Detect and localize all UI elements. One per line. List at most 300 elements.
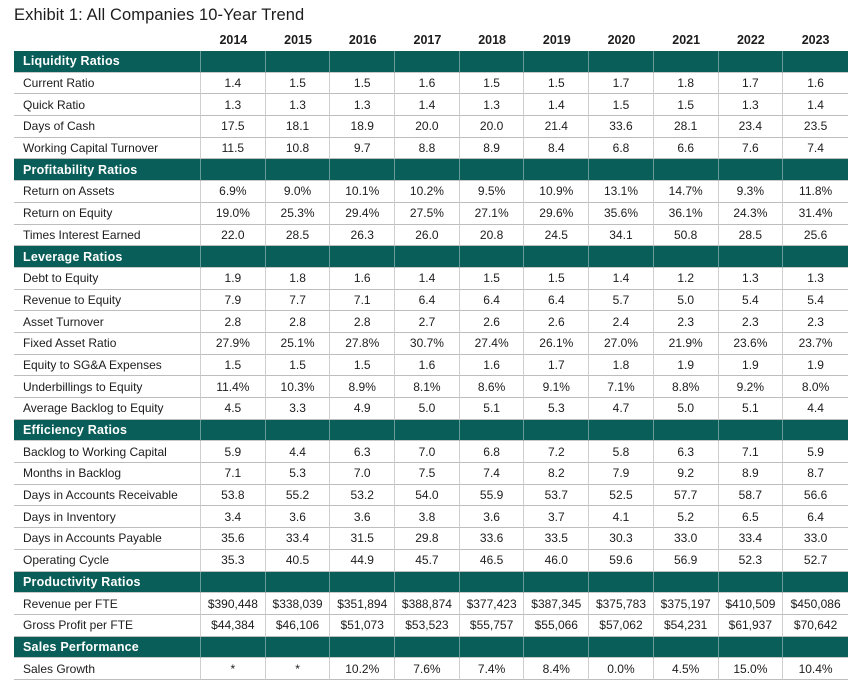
value-cell: 0.0% xyxy=(589,658,654,680)
table-row xyxy=(14,441,848,463)
value-cell: 20.8 xyxy=(460,225,525,247)
value-cell: 3.6 xyxy=(460,506,525,528)
section-header-row xyxy=(14,159,848,181)
value-cell: 2.3 xyxy=(783,311,848,333)
section-header-filler xyxy=(654,246,719,268)
year-header-cell: 2020 xyxy=(589,29,654,51)
value-cell: 7.4 xyxy=(783,138,848,160)
table-row xyxy=(14,333,848,355)
value-cell: 56.6 xyxy=(783,485,848,507)
row-label: Return on Equity xyxy=(14,203,201,225)
section-header-filler xyxy=(395,246,460,268)
section-header-filler xyxy=(201,51,266,73)
section-header-filler xyxy=(330,572,395,594)
table-row xyxy=(14,398,848,420)
row-label: Gross Profit per FTE xyxy=(14,615,201,637)
table-row xyxy=(14,550,848,572)
value-cell: 21.9% xyxy=(654,333,719,355)
value-cell: 7.0 xyxy=(330,463,395,485)
value-cell: 7.4% xyxy=(460,658,525,680)
table-row xyxy=(14,73,848,95)
section-header-filler xyxy=(524,637,589,659)
value-cell: 8.1% xyxy=(395,376,460,398)
value-cell: 53.2 xyxy=(330,485,395,507)
section-header-row xyxy=(14,51,848,73)
section-header-filler xyxy=(460,51,525,73)
value-cell: 23.6% xyxy=(719,333,784,355)
value-cell: 35.3 xyxy=(201,550,266,572)
value-cell: 25.3% xyxy=(266,203,331,225)
table-row xyxy=(14,463,848,485)
section-header-filler xyxy=(654,51,719,73)
value-cell: 23.4 xyxy=(719,116,784,138)
value-cell: 20.0 xyxy=(395,116,460,138)
section-header-filler xyxy=(783,159,848,181)
value-cell: 5.4 xyxy=(719,290,784,312)
value-cell: 2.3 xyxy=(719,311,784,333)
value-cell: 1.4 xyxy=(589,268,654,290)
table-row xyxy=(14,376,848,398)
value-cell: 33.6 xyxy=(460,528,525,550)
section-header-filler xyxy=(783,420,848,442)
value-cell: 9.0% xyxy=(266,181,331,203)
value-cell: 7.9 xyxy=(589,463,654,485)
table-row xyxy=(14,355,848,377)
value-cell: 33.4 xyxy=(266,528,331,550)
value-cell: 1.4 xyxy=(395,94,460,116)
value-cell: 5.0 xyxy=(654,398,719,420)
section-header-filler xyxy=(460,246,525,268)
value-cell: 28.1 xyxy=(654,116,719,138)
value-cell: 10.4% xyxy=(783,658,848,680)
value-cell: 1.8 xyxy=(266,268,331,290)
value-cell: 18.1 xyxy=(266,116,331,138)
value-cell: 1.7 xyxy=(524,355,589,377)
section-header-filler xyxy=(654,637,719,659)
row-label: Return on Assets xyxy=(14,181,201,203)
value-cell: 1.4 xyxy=(783,94,848,116)
value-cell: 2.8 xyxy=(201,311,266,333)
value-cell: $61,937 xyxy=(719,615,784,637)
value-cell: 1.5 xyxy=(330,355,395,377)
value-cell: $375,197 xyxy=(654,593,719,615)
value-cell: 33.0 xyxy=(783,528,848,550)
value-cell: 1.5 xyxy=(460,73,525,95)
value-cell: 15.0% xyxy=(719,658,784,680)
table-row xyxy=(14,528,848,550)
section-header-filler xyxy=(395,637,460,659)
section-header-filler xyxy=(589,51,654,73)
value-cell: 8.8% xyxy=(654,376,719,398)
section-header-row xyxy=(14,572,848,594)
section-header-filler xyxy=(201,637,266,659)
value-cell: 4.4 xyxy=(266,441,331,463)
value-cell: 6.8 xyxy=(460,441,525,463)
value-cell: 5.1 xyxy=(460,398,525,420)
section-header-filler xyxy=(589,246,654,268)
section-header-filler xyxy=(395,51,460,73)
table-row xyxy=(14,506,848,528)
table-row xyxy=(14,181,848,203)
section-header-filler xyxy=(395,159,460,181)
value-cell: $55,066 xyxy=(524,615,589,637)
value-cell: 11.4% xyxy=(201,376,266,398)
row-label: Backlog to Working Capital xyxy=(14,441,201,463)
row-label: Revenue to Equity xyxy=(14,290,201,312)
section-header-filler xyxy=(201,420,266,442)
section-header-filler xyxy=(201,159,266,181)
year-header-cell: 2021 xyxy=(654,29,719,51)
value-cell: 26.0 xyxy=(395,225,460,247)
value-cell: 6.5 xyxy=(719,506,784,528)
value-cell: 45.7 xyxy=(395,550,460,572)
value-cell: 34.1 xyxy=(589,225,654,247)
row-label: Days of Cash xyxy=(14,116,201,138)
value-cell: 40.5 xyxy=(266,550,331,572)
value-cell: 5.1 xyxy=(719,398,784,420)
value-cell: 7.4 xyxy=(460,463,525,485)
section-header-filler xyxy=(266,572,331,594)
value-cell: 27.8% xyxy=(330,333,395,355)
year-header-cell: 2016 xyxy=(330,29,395,51)
section-header-filler xyxy=(719,637,784,659)
section-header-filler xyxy=(330,51,395,73)
value-cell: $55,757 xyxy=(460,615,525,637)
value-cell: 30.7% xyxy=(395,333,460,355)
year-header-spacer xyxy=(14,29,201,51)
value-cell: 3.4 xyxy=(201,506,266,528)
section-header-row xyxy=(14,420,848,442)
value-cell: 24.5 xyxy=(524,225,589,247)
value-cell: 28.5 xyxy=(266,225,331,247)
value-cell: 1.5 xyxy=(201,355,266,377)
value-cell: 26.3 xyxy=(330,225,395,247)
value-cell: 8.6% xyxy=(460,376,525,398)
section-header-filler xyxy=(783,572,848,594)
value-cell: 52.3 xyxy=(719,550,784,572)
value-cell: 54.0 xyxy=(395,485,460,507)
value-cell: 4.4 xyxy=(783,398,848,420)
value-cell: 1.6 xyxy=(330,268,395,290)
table-row xyxy=(14,94,848,116)
value-cell: 33.5 xyxy=(524,528,589,550)
value-cell: 8.0% xyxy=(783,376,848,398)
row-label: Average Backlog to Equity xyxy=(14,398,201,420)
year-header-cell: 2014 xyxy=(201,29,266,51)
section-header-filler xyxy=(524,420,589,442)
value-cell: 7.5 xyxy=(395,463,460,485)
section-header-filler xyxy=(395,572,460,594)
value-cell: 53.7 xyxy=(524,485,589,507)
section-header-filler xyxy=(330,637,395,659)
value-cell: 1.9 xyxy=(783,355,848,377)
value-cell: 6.4 xyxy=(460,290,525,312)
value-cell: 17.5 xyxy=(201,116,266,138)
value-cell: 46.0 xyxy=(524,550,589,572)
value-cell: 46.5 xyxy=(460,550,525,572)
section-header-filler xyxy=(783,51,848,73)
section-header-filler xyxy=(719,420,784,442)
value-cell: 1.7 xyxy=(719,73,784,95)
value-cell: 1.5 xyxy=(654,94,719,116)
row-label: Operating Cycle xyxy=(14,550,201,572)
value-cell: 27.4% xyxy=(460,333,525,355)
value-cell: 5.0 xyxy=(654,290,719,312)
value-cell: 59.6 xyxy=(589,550,654,572)
value-cell: 25.6 xyxy=(783,225,848,247)
value-cell: 33.4 xyxy=(719,528,784,550)
value-cell: 10.8 xyxy=(266,138,331,160)
value-cell: 35.6% xyxy=(589,203,654,225)
value-cell: 1.6 xyxy=(395,73,460,95)
value-cell: 27.5% xyxy=(395,203,460,225)
row-label: Underbillings to Equity xyxy=(14,376,201,398)
table-row xyxy=(14,225,848,247)
value-cell: 25.1% xyxy=(266,333,331,355)
value-cell: 7.6% xyxy=(395,658,460,680)
value-cell: 6.3 xyxy=(654,441,719,463)
value-cell: 7.1 xyxy=(719,441,784,463)
year-header-cell: 2022 xyxy=(719,29,784,51)
row-label: Asset Turnover xyxy=(14,311,201,333)
section-header-filler xyxy=(460,572,525,594)
trend-table-body xyxy=(14,29,848,680)
table-row xyxy=(14,268,848,290)
value-cell: 2.7 xyxy=(395,311,460,333)
value-cell: 10.2% xyxy=(330,658,395,680)
value-cell: 6.8 xyxy=(589,138,654,160)
value-cell: 53.8 xyxy=(201,485,266,507)
value-cell: 8.4% xyxy=(524,658,589,680)
value-cell: 3.6 xyxy=(266,506,331,528)
value-cell: 1.3 xyxy=(201,94,266,116)
value-cell: 1.3 xyxy=(719,94,784,116)
value-cell: 5.9 xyxy=(201,441,266,463)
year-header-cell: 2018 xyxy=(460,29,525,51)
year-header-row xyxy=(14,29,848,51)
value-cell: 19.0% xyxy=(201,203,266,225)
section-header-filler xyxy=(460,637,525,659)
section-header-filler xyxy=(719,246,784,268)
value-cell: 6.9% xyxy=(201,181,266,203)
row-label: Times Interest Earned xyxy=(14,225,201,247)
value-cell: 7.1% xyxy=(589,376,654,398)
value-cell: 7.2 xyxy=(524,441,589,463)
value-cell: 2.8 xyxy=(266,311,331,333)
value-cell: 4.9 xyxy=(330,398,395,420)
value-cell: 1.9 xyxy=(719,355,784,377)
value-cell: 1.3 xyxy=(719,268,784,290)
section-header-filler xyxy=(460,420,525,442)
section-header-row xyxy=(14,637,848,659)
value-cell: 31.5 xyxy=(330,528,395,550)
value-cell: 57.7 xyxy=(654,485,719,507)
value-cell: $44,384 xyxy=(201,615,266,637)
section-header-filler xyxy=(589,420,654,442)
table-row xyxy=(14,290,848,312)
value-cell: 30.3 xyxy=(589,528,654,550)
value-cell: 6.3 xyxy=(330,441,395,463)
table-row xyxy=(14,116,848,138)
value-cell: $450,086 xyxy=(783,593,848,615)
value-cell: 6.4 xyxy=(524,290,589,312)
value-cell: 3.7 xyxy=(524,506,589,528)
table-row xyxy=(14,658,848,680)
section-header-filler xyxy=(719,159,784,181)
row-label: Sales Growth xyxy=(14,658,201,680)
value-cell: 33.6 xyxy=(589,116,654,138)
value-cell: 1.6 xyxy=(395,355,460,377)
value-cell: $54,231 xyxy=(654,615,719,637)
value-cell: 5.9 xyxy=(783,441,848,463)
section-header-filler xyxy=(201,246,266,268)
value-cell: 33.0 xyxy=(654,528,719,550)
value-cell: $338,039 xyxy=(266,593,331,615)
section-header-label: Sales Performance xyxy=(14,637,201,659)
value-cell: 23.5 xyxy=(783,116,848,138)
section-header-filler xyxy=(330,246,395,268)
value-cell: 1.5 xyxy=(266,73,331,95)
value-cell: $388,874 xyxy=(395,593,460,615)
row-label: Fixed Asset Ratio xyxy=(14,333,201,355)
section-header-filler xyxy=(589,637,654,659)
section-header-filler xyxy=(266,637,331,659)
value-cell: 1.5 xyxy=(524,268,589,290)
value-cell: 7.6 xyxy=(719,138,784,160)
value-cell: 2.6 xyxy=(460,311,525,333)
value-cell: 11.5 xyxy=(201,138,266,160)
value-cell: $375,783 xyxy=(589,593,654,615)
value-cell: $351,894 xyxy=(330,593,395,615)
value-cell: 1.3 xyxy=(266,94,331,116)
value-cell: * xyxy=(201,658,266,680)
value-cell: 8.2 xyxy=(524,463,589,485)
value-cell: 20.0 xyxy=(460,116,525,138)
value-cell: 52.5 xyxy=(589,485,654,507)
row-label: Days in Accounts Receivable xyxy=(14,485,201,507)
table-row xyxy=(14,485,848,507)
value-cell: 8.8 xyxy=(395,138,460,160)
value-cell: 27.1% xyxy=(460,203,525,225)
value-cell: 10.3% xyxy=(266,376,331,398)
value-cell: 27.9% xyxy=(201,333,266,355)
table-row xyxy=(14,138,848,160)
value-cell: $70,642 xyxy=(783,615,848,637)
value-cell: 10.2% xyxy=(395,181,460,203)
value-cell: $410,509 xyxy=(719,593,784,615)
table-row xyxy=(14,593,848,615)
value-cell: 29.4% xyxy=(330,203,395,225)
value-cell: 1.6 xyxy=(783,73,848,95)
value-cell: 1.3 xyxy=(330,94,395,116)
section-header-filler xyxy=(330,420,395,442)
value-cell: 5.0 xyxy=(395,398,460,420)
value-cell: 5.2 xyxy=(654,506,719,528)
value-cell: 1.8 xyxy=(654,73,719,95)
value-cell: 26.1% xyxy=(524,333,589,355)
value-cell: 50.8 xyxy=(654,225,719,247)
section-header-filler xyxy=(395,420,460,442)
value-cell: 5.3 xyxy=(266,463,331,485)
value-cell: 22.0 xyxy=(201,225,266,247)
section-header-filler xyxy=(719,51,784,73)
section-header-filler xyxy=(266,159,331,181)
section-header-filler xyxy=(783,637,848,659)
value-cell: 8.4 xyxy=(524,138,589,160)
value-cell: 31.4% xyxy=(783,203,848,225)
year-header-cell: 2023 xyxy=(783,29,848,51)
value-cell: 1.4 xyxy=(201,73,266,95)
value-cell: 1.2 xyxy=(654,268,719,290)
table-row xyxy=(14,311,848,333)
value-cell: 29.8 xyxy=(395,528,460,550)
section-header-filler xyxy=(654,159,719,181)
row-label: Revenue per FTE xyxy=(14,593,201,615)
section-header-filler xyxy=(201,572,266,594)
value-cell: 9.2% xyxy=(719,376,784,398)
value-cell: 7.1 xyxy=(201,463,266,485)
row-label: Current Ratio xyxy=(14,73,201,95)
value-cell: 21.4 xyxy=(524,116,589,138)
value-cell: 27.0% xyxy=(589,333,654,355)
value-cell: 1.3 xyxy=(460,94,525,116)
section-header-filler xyxy=(266,420,331,442)
section-header-filler xyxy=(524,51,589,73)
value-cell: 4.5% xyxy=(654,658,719,680)
value-cell: $53,523 xyxy=(395,615,460,637)
value-cell: $377,423 xyxy=(460,593,525,615)
row-label: Days in Accounts Payable xyxy=(14,528,201,550)
value-cell: 56.9 xyxy=(654,550,719,572)
value-cell: 1.5 xyxy=(330,73,395,95)
value-cell: 1.3 xyxy=(783,268,848,290)
value-cell: 1.7 xyxy=(589,73,654,95)
value-cell: 5.8 xyxy=(589,441,654,463)
value-cell: 5.7 xyxy=(589,290,654,312)
section-header-label: Profitability Ratios xyxy=(14,159,201,181)
value-cell: 4.1 xyxy=(589,506,654,528)
value-cell: 1.9 xyxy=(201,268,266,290)
value-cell: 14.7% xyxy=(654,181,719,203)
value-cell: 58.7 xyxy=(719,485,784,507)
value-cell: 1.4 xyxy=(524,94,589,116)
section-header-filler xyxy=(460,159,525,181)
value-cell: 1.5 xyxy=(266,355,331,377)
value-cell: 8.9 xyxy=(460,138,525,160)
section-header-filler xyxy=(589,572,654,594)
section-header-filler xyxy=(266,246,331,268)
value-cell: 1.5 xyxy=(460,268,525,290)
value-cell: 7.1 xyxy=(330,290,395,312)
section-header-filler xyxy=(524,572,589,594)
row-label: Equity to SG&A Expenses xyxy=(14,355,201,377)
value-cell: 10.9% xyxy=(524,181,589,203)
value-cell: 55.9 xyxy=(460,485,525,507)
value-cell: 4.5 xyxy=(201,398,266,420)
value-cell: $390,448 xyxy=(201,593,266,615)
section-header-filler xyxy=(654,420,719,442)
section-header-filler xyxy=(654,572,719,594)
value-cell: 9.2 xyxy=(654,463,719,485)
row-label: Debt to Equity xyxy=(14,268,201,290)
value-cell: 1.9 xyxy=(654,355,719,377)
value-cell: 5.3 xyxy=(524,398,589,420)
value-cell: 3.3 xyxy=(266,398,331,420)
value-cell: 6.4 xyxy=(395,290,460,312)
value-cell: $46,106 xyxy=(266,615,331,637)
section-header-filler xyxy=(330,159,395,181)
value-cell: 13.1% xyxy=(589,181,654,203)
